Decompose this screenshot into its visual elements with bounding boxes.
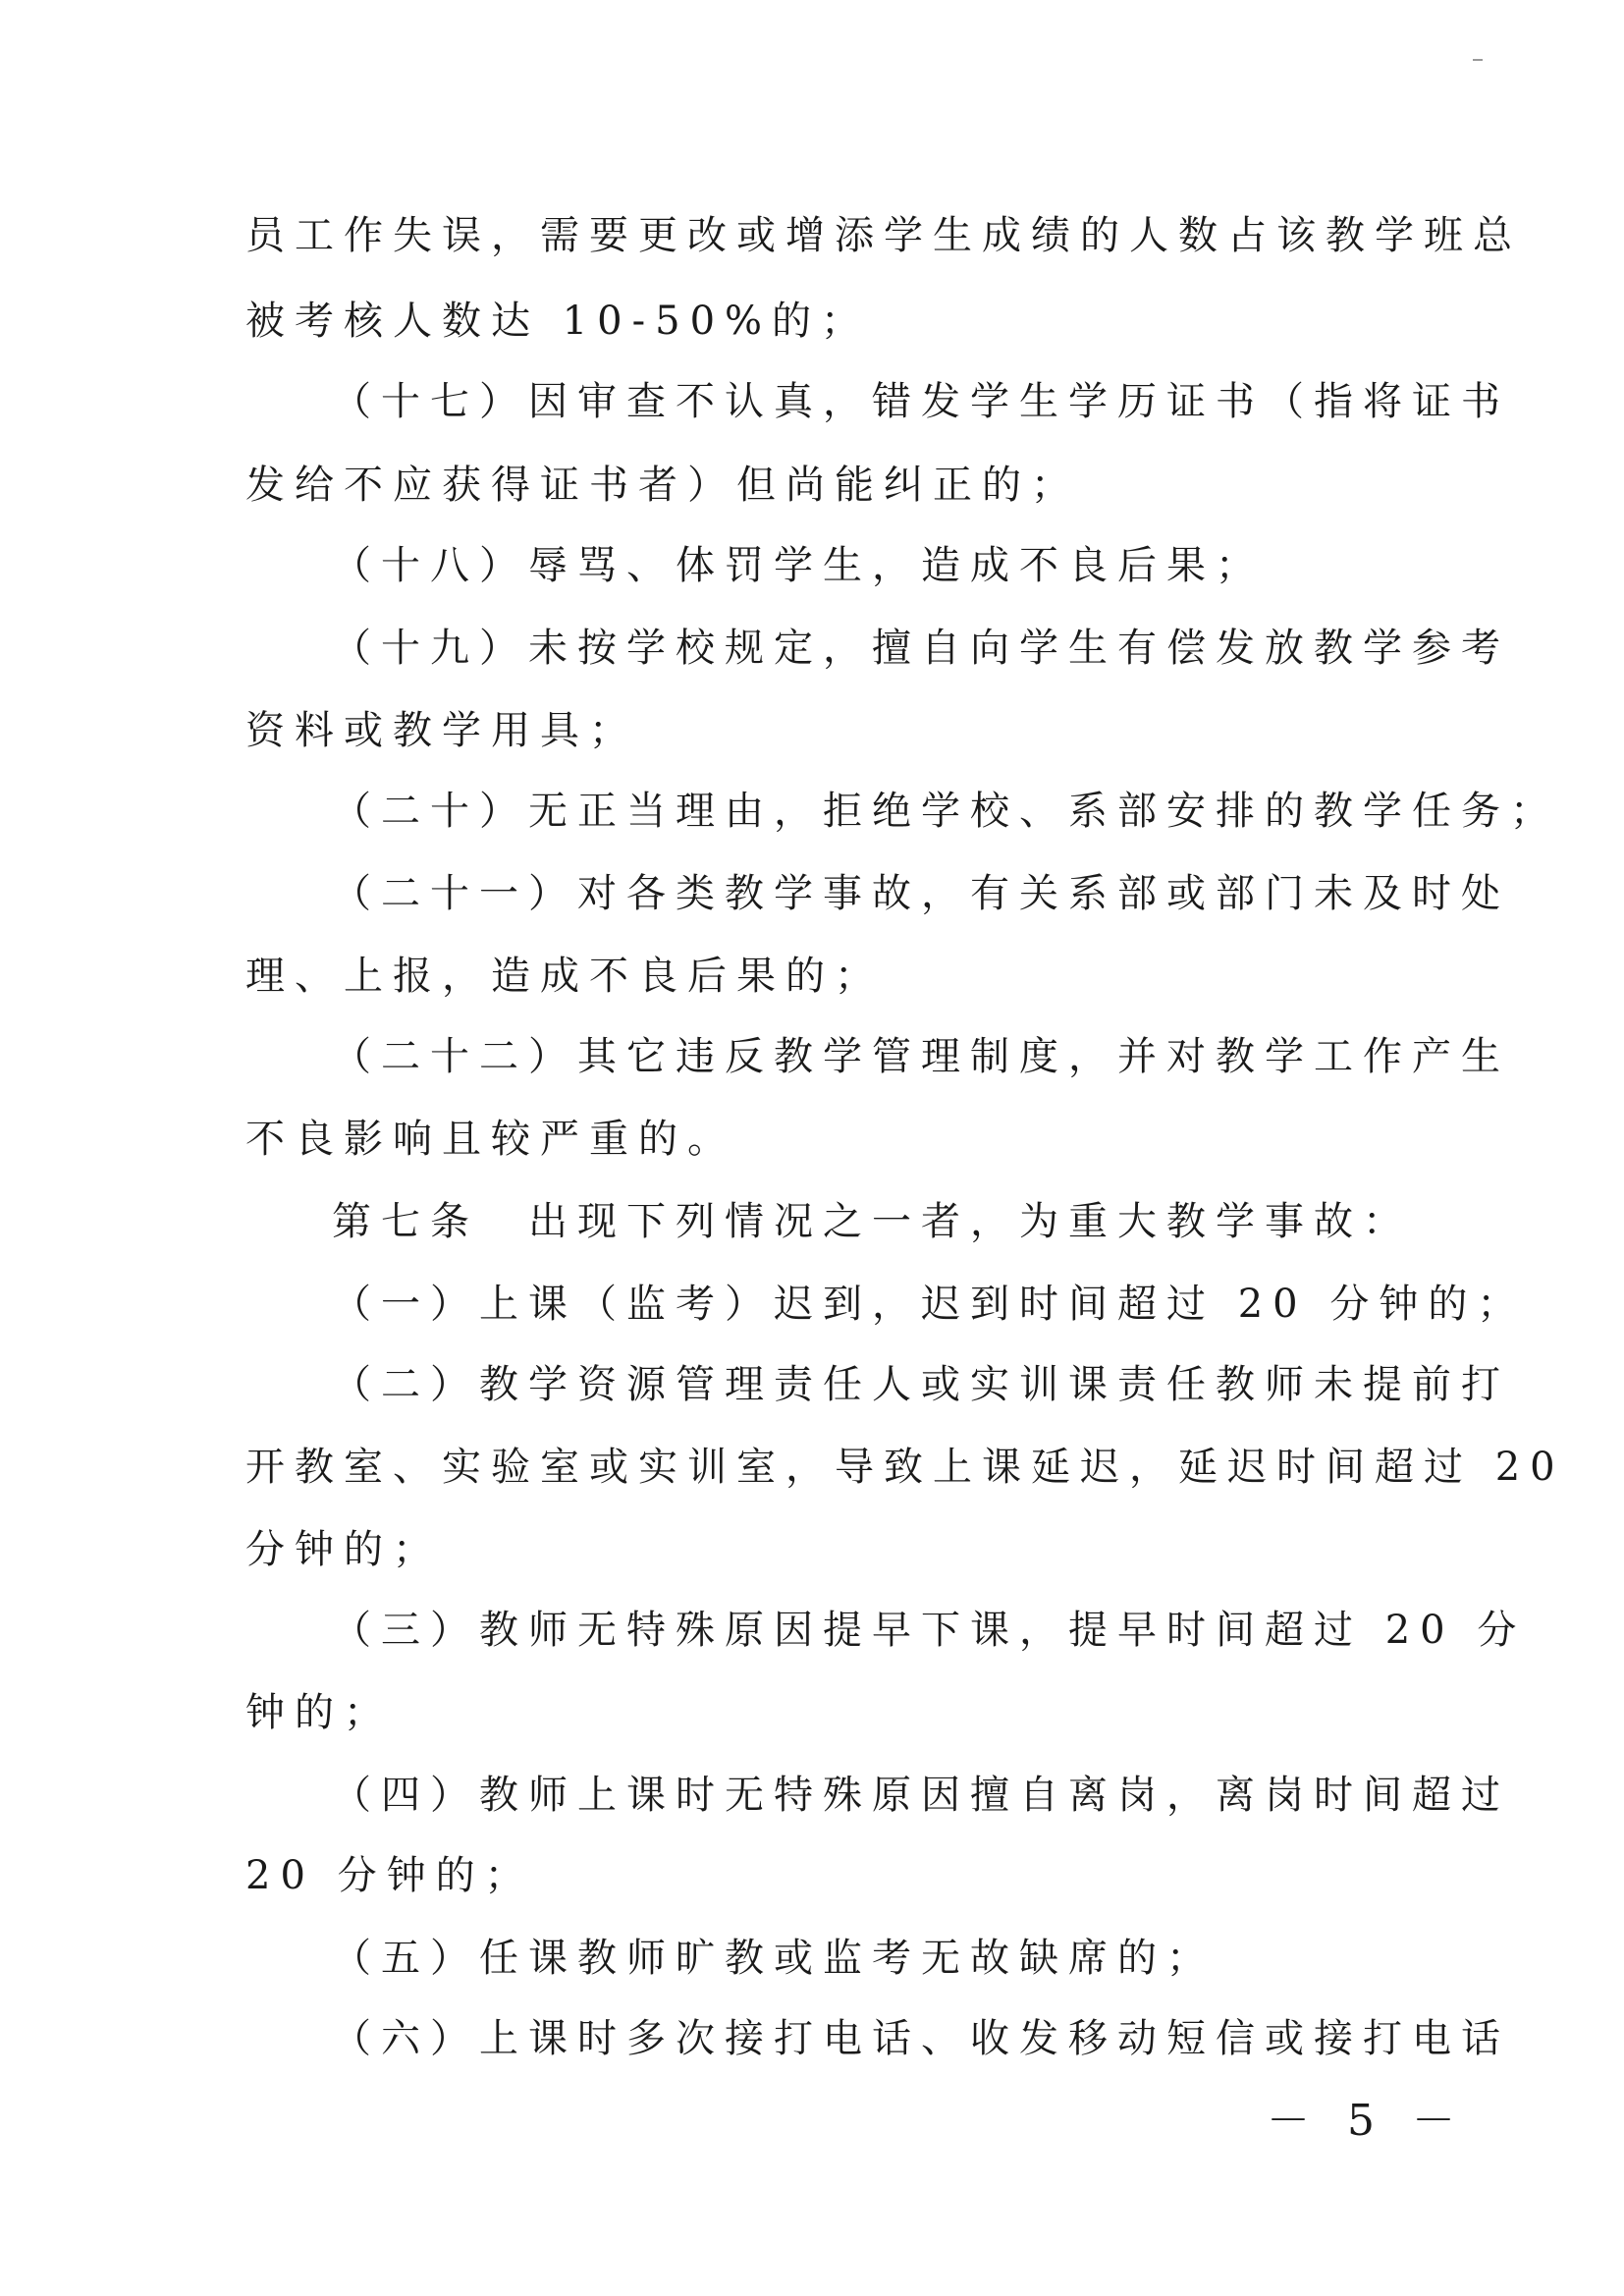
text-line-16: 开教室、实验室或实训室，导致上课延迟，延迟时间超过 20 [245, 1445, 1565, 1490]
text-line-14: （一）上课（监考）迟到，迟到时间超过 20 分钟的； [332, 1282, 1527, 1327]
text-line-4: 发给不应获得证书者）但尚能纠正的； [245, 463, 1080, 508]
text-line-23: （六）上课时多次接打电话、收发移动短信或接打电话 [332, 2016, 1510, 2061]
text-line-22: （五）任课教师旷教或监考无故缺席的； [332, 1936, 1216, 1981]
text-line-21: 20 分钟的； [245, 1853, 534, 1898]
text-line-12: 不良影响且较严重的。 [245, 1117, 736, 1162]
text-line-20: （四）教师上课时无特殊原因擅自离岗，离岗时间超过 [332, 1773, 1510, 1818]
text-line-19: 钟的； [245, 1690, 393, 1735]
text-line-7: 资料或教学用具； [245, 708, 638, 753]
text-line-5: （十八）辱骂、体罚学生，造成不良后果； [332, 543, 1265, 588]
text-line-8: （二十）无正当理由，拒绝学校、系部安排的教学任务； [332, 789, 1559, 834]
page-number: － 5 － [1267, 2096, 1467, 2146]
text-line-10: 理、上报，造成不良后果的； [245, 954, 884, 999]
text-line-17: 分钟的； [245, 1527, 442, 1572]
text-line-2: 被考核人数达 10-50%的； [245, 299, 871, 344]
text-line-3: （十七）因审查不认真，错发学生学历证书（指将证书 [332, 379, 1510, 424]
scan-speck [1473, 59, 1483, 61]
text-line-9: （二十一）对各类教学事故，有关系部或部门未及时处 [332, 871, 1510, 916]
text-line-15: （二）教学资源管理责任人或实训课责任教师未提前打 [332, 1362, 1510, 1407]
text-line-6: （十九）未按学校规定，擅自向学生有偿发放教学参考 [332, 626, 1510, 671]
article-heading: 第七条 出现下列情况之一者，为重大教学事故： [332, 1199, 1412, 1244]
text-line-11: （二十二）其它违反教学管理制度，并对教学工作产生 [332, 1034, 1510, 1079]
text-line-18: （三）教师无特殊原因提早下课，提早时间超过 20 分 [332, 1608, 1527, 1653]
text-line-1: 员工作失误，需要更改或增添学生成绩的人数占该教学班总 [245, 213, 1522, 258]
